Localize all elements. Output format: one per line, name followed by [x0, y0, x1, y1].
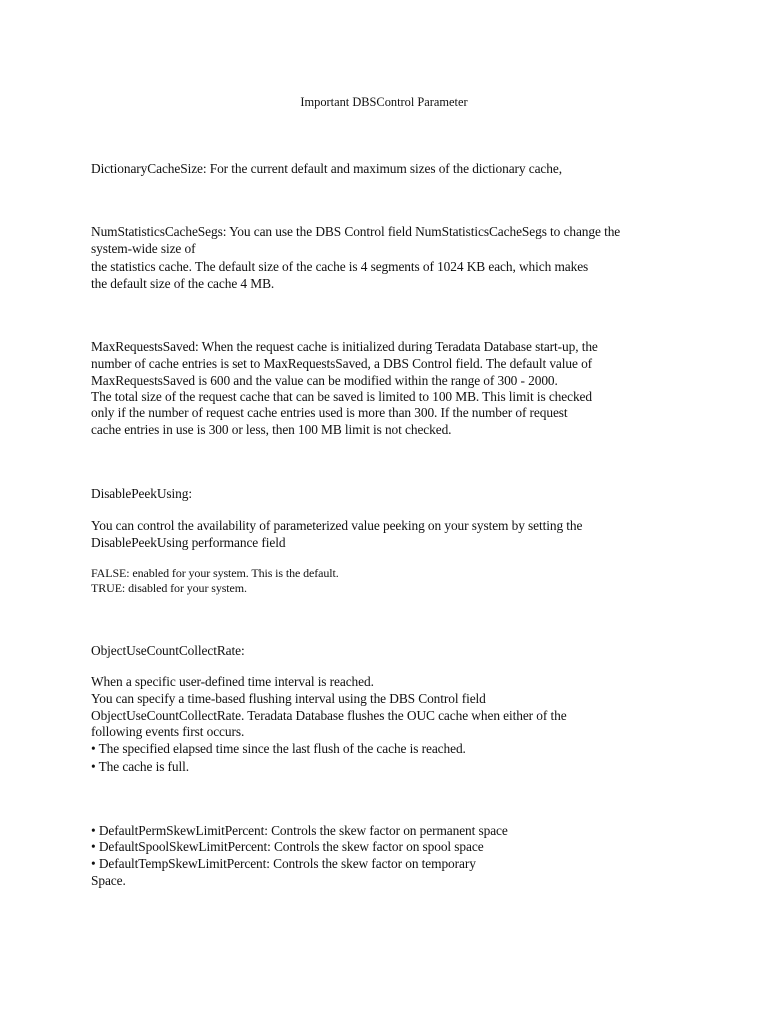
- max-requests-line-6: cache entries in use is 300 or less, then 100 MB limit is not checked.: [91, 422, 452, 437]
- disable-peek-line-1: You can control the availability of parameterized value peeking on your system by setting the: [91, 518, 583, 533]
- num-statistics-line-3: the statistics cache. The default size of the cache is 4 segments of 1024 KB each, which makes: [91, 259, 589, 274]
- disable-peek-heading: DisablePeekUsing:: [91, 486, 192, 501]
- ouc-bullet-1: • The specified elapsed time since the last flush of the cache is reached.: [91, 741, 466, 756]
- ouc-line-4: following events first occurs.: [91, 724, 245, 739]
- ouc-bullet-2: • The cache is full.: [91, 759, 189, 774]
- max-requests-line-3: MaxRequestsSaved is 600 and the value can be modified within the range of 300 - 2000.: [91, 373, 558, 388]
- ouc-line-2: You can specify a time-based flushing interval using the DBS Control field: [91, 691, 486, 706]
- num-statistics-line-2: system-wide size of: [91, 241, 196, 256]
- dictionary-cache-size-text: DictionaryCacheSize: For the current default and maximum sizes of the dictionary cache,: [91, 161, 562, 176]
- skew-space-line: Space.: [91, 873, 126, 888]
- disable-peek-line-2: DisablePeekUsing performance field: [91, 535, 286, 550]
- max-requests-line-5: only if the number of request cache entries used is more than 300. If the number of request: [91, 405, 568, 420]
- skew-perm-line: • DefaultPermSkewLimitPercent: Controls the skew factor on permanent space: [91, 823, 508, 838]
- disable-peek-option-true: TRUE: disabled for your system.: [91, 581, 247, 595]
- max-requests-line-2: number of cache entries is set to MaxRequestsSaved, a DBS Control field. The default value of: [91, 356, 593, 371]
- skew-temp-line: • DefaultTempSkewLimitPercent: Controls the skew factor on temporary: [91, 856, 476, 871]
- max-requests-line-1: MaxRequestsSaved: When the request cache is initialized during Teradata Database start-up, the: [91, 339, 598, 354]
- ouc-heading: ObjectUseCountCollectRate:: [91, 643, 245, 658]
- max-requests-line-4: The total size of the request cache that can be saved is limited to 100 MB. This limit is checked: [91, 389, 592, 404]
- num-statistics-line-4: the default size of the cache 4 MB.: [91, 276, 275, 291]
- document-title: Important DBSControl Parameter: [300, 95, 468, 109]
- ouc-line-1: When a specific user-defined time interval is reached.: [91, 674, 374, 689]
- disable-peek-option-false: FALSE: enabled for your system. This is the default.: [91, 566, 339, 580]
- ouc-line-3: ObjectUseCountCollectRate. Teradata Database flushes the OUC cache when either of the: [91, 708, 567, 723]
- skew-spool-line: • DefaultSpoolSkewLimitPercent: Controls the skew factor on spool space: [91, 839, 484, 854]
- num-statistics-line-1: NumStatisticsCacheSegs: You can use the DBS Control field NumStatisticsCacheSegs to change the: [91, 224, 621, 239]
